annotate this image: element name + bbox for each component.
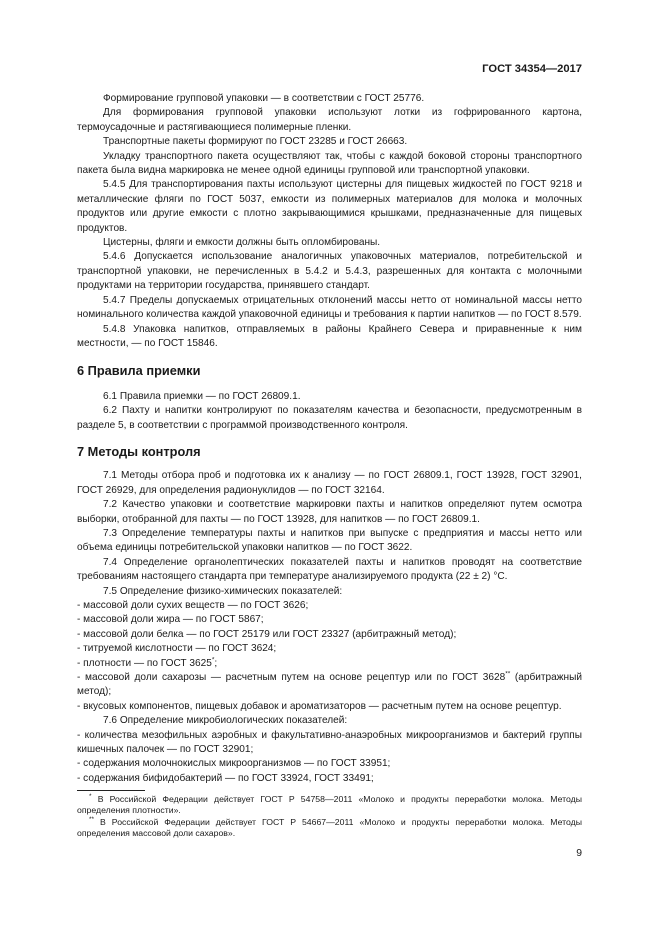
- page-number: 9: [576, 848, 582, 859]
- paragraph: Укладку транспортного пакета осуществляют так, чтобы с каждой боковой стороны транспортного пакета была видна маркировка не менее одной единицы групповой или транспортной упаковки.: [77, 150, 582, 177]
- paragraph: 7.5 Определение физико-химических показателей:: [103, 585, 343, 597]
- document-body: [77, 92, 582, 786]
- list-item: [77, 671, 582, 700]
- footnote-text: В Российской Федерации действует ГОСТ Р 54667—2011 «Молоко и продукты переработки молока. Методы определения массовой доли сахаров».: [77, 816, 583, 838]
- paragraph: 7.4 Определение органолептических показателей пахты и напитков проводят на соответствие требованиям настоящего стандарта при температуре анализируемого продукта (22 ± 2) °С.: [77, 556, 582, 583]
- paragraph: 7.1 Методы отбора проб и подготовка их к анализу — по ГОСТ 26809.1, ГОСТ 13928, ГОСТ 32901, ГОСТ 26929, для определения радионуклидов — по ГОСТ 32164.: [77, 470, 582, 496]
- footnote-ref: *: [211, 656, 215, 664]
- list-item: - вкусовых компонентов, пищевых добавок и ароматизаторов — расчетным путем на основе рецептур.: [77, 700, 562, 712]
- list-item: [77, 657, 582, 671]
- list-item: - массовой доли сухих веществ — по ГОСТ 3626;: [77, 600, 309, 611]
- list-item: - содержания бифидобактерий — по ГОСТ 33924, ГОСТ 33491;: [77, 772, 374, 784]
- paragraph: Формирование групповой упаковки — в соответствии с ГОСТ 25776.: [103, 93, 425, 104]
- paragraph: 7.3 Определение температуры пахты и напитков при выпуске с предприятия и массы нетто или объема единицы потребительской упаковки напитков — по ГОСТ 3622.: [77, 527, 582, 554]
- list-item: - содержания молочнокислых микроорганизмов — по ГОСТ 33951;: [77, 758, 391, 770]
- footnote: [77, 817, 582, 840]
- footnote-divider: [77, 790, 145, 791]
- paragraph: 6.1 Правила приемки — по ГОСТ 26809.1.: [103, 390, 301, 402]
- section-6-heading: 6 Правила приемки: [77, 363, 201, 379]
- footnote-ref: **: [505, 670, 511, 678]
- paragraph: Цистерны, фляги и емкости должны быть опломбированы.: [103, 237, 381, 249]
- paragraph: 7.2 Качество упаковки и соответствие маркировки пахты и напитков определяют путем осмотра выборки, отобранной для пахты — по ГОСТ 13928, для напитков — по ГОСТ 26809.1.: [77, 499, 582, 525]
- standard-code-header: ГОСТ 34354—2017: [482, 63, 582, 75]
- footnotes: [77, 790, 582, 839]
- list-item-end: ;: [214, 657, 218, 669]
- section-7-heading: 7 Методы контроля: [77, 443, 201, 459]
- footnote-text: В Российской Федерации действует ГОСТ Р 54758—2011 «Молоко и продукты переработки молока. Методы определения плотности».: [77, 794, 582, 816]
- paragraph: 5.4.6 Допускается использование аналогичных упаковочных материалов, потребительской и транспортной упаковки, не перечисленных в 5.4.2 и 5.4.3, разрешенных для контакта с молочными продуктами на территории государства, принявшего стандарт.: [77, 251, 582, 292]
- list-item-text: - плотности — по ГОСТ 3625: [77, 657, 212, 669]
- paragraph: 6.2 Пахту и напитки контролируют по показателям качества и безопасности, предусмотренным в разделе 5, в соответствии с программой производственного контроля.: [77, 405, 582, 431]
- footnote-mark: **: [89, 815, 95, 823]
- paragraph: Транспортные пакеты формируют по ГОСТ 23285 и ГОСТ 26663.: [103, 136, 408, 148]
- list-item-text: - массовой доли сахарозы — расчетным путем на основе рецептур или по ГОСТ 3628: [77, 672, 506, 684]
- paragraph: 5.4.7 Пределы допускаемых отрицательных отклонений массы нетто от номинальной массы нетто номинального количества каждой упаковочной единицы и требования к партии напитков — по ГОСТ 8.579.: [77, 294, 582, 321]
- list-item: - количества мезофильных аэробных и факультативно-анаэробных микроорганизмов и бактерий группы кишечных палочек — по ГОСТ 32901;: [77, 729, 582, 756]
- list-item: - массовой доли жира — по ГОСТ 5867;: [77, 614, 264, 626]
- list-item: - титруемой кислотности — по ГОСТ 3624;: [77, 643, 277, 655]
- footnote: [77, 794, 582, 817]
- paragraph: 7.6 Определение микробиологических показателей:: [103, 715, 348, 727]
- paragraph: 5.4.5 Для транспортирования пахты используют цистерны для пищевых жидкостей по ГОСТ 9218 и металлические фляги по ГОСТ 5037, емкости из полимерных материалов для молока и молочных продуктов или другие емкости с плотно закрывающимися крышками, предназначенные для пищевых продуктов.: [77, 179, 582, 234]
- paragraph: 5.4.8 Упаковка напитков, отправляемых в районы Крайнего Севера и приравненные к ним местности, — по ГОСТ 15846.: [77, 323, 582, 349]
- list-item: - массовой доли белка — по ГОСТ 25179 или ГОСТ 23327 (арбитражный метод);: [77, 628, 457, 640]
- list-item-end: (арбитражный метод);: [77, 672, 582, 698]
- paragraph: Для формирования групповой упаковки используют лотки из гофрированного картона, термоусадочные и растягивающиеся полимерные пленки.: [77, 107, 582, 133]
- footnote-mark: *: [89, 793, 92, 801]
